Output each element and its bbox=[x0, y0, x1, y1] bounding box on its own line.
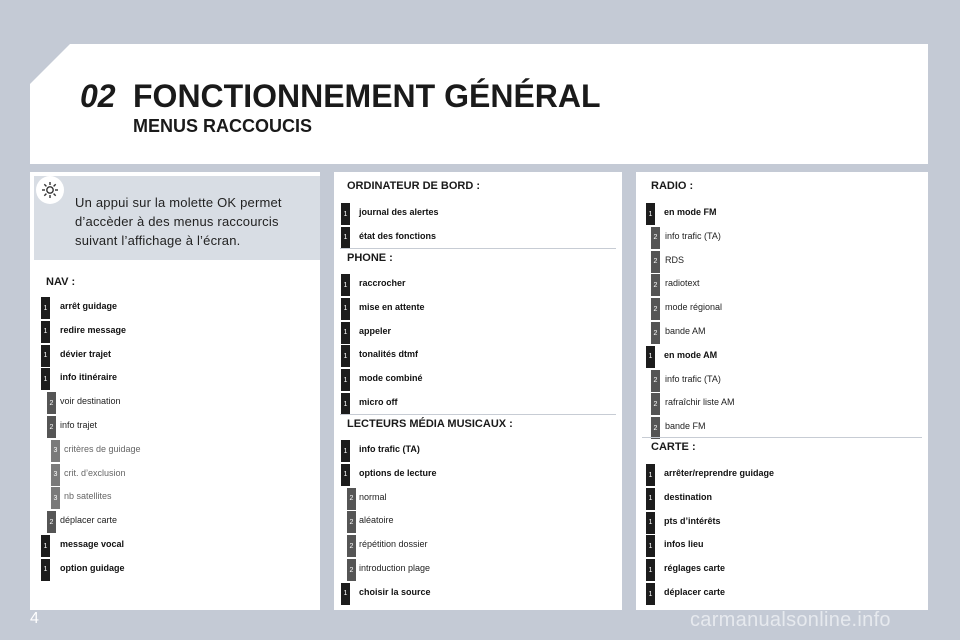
level-badge: 1 bbox=[341, 345, 350, 367]
item-label: en mode FM bbox=[664, 207, 717, 217]
item-label: arrêt guidage bbox=[60, 301, 118, 311]
level-badge: 1 bbox=[646, 346, 655, 368]
level-badge: 2 bbox=[651, 417, 660, 439]
list-item bbox=[41, 440, 301, 464]
list-item bbox=[41, 297, 301, 321]
item-label: déplacer carte bbox=[60, 515, 118, 526]
list-item bbox=[646, 512, 906, 536]
list-item bbox=[341, 535, 601, 559]
item-label: journal des alertes bbox=[359, 207, 439, 217]
level-badge: 1 bbox=[646, 488, 655, 510]
level-badge: 1 bbox=[646, 203, 655, 225]
page-number: 4 bbox=[30, 610, 39, 627]
list-item bbox=[41, 345, 301, 369]
list-item bbox=[41, 321, 301, 345]
list-item bbox=[41, 368, 301, 392]
item-label: redire message bbox=[60, 324, 127, 335]
item-label: info trafic (TA) bbox=[665, 373, 721, 384]
section-title-phone: PHONE : bbox=[347, 252, 393, 264]
item-label: info itinéraire bbox=[60, 372, 118, 383]
level-badge: 1 bbox=[341, 322, 350, 344]
level-badge: 1 bbox=[41, 368, 50, 390]
list-item bbox=[646, 203, 906, 227]
list-item bbox=[341, 440, 601, 464]
list-item bbox=[646, 227, 906, 251]
item-label: bande AM bbox=[665, 326, 706, 336]
level-badge: 1 bbox=[341, 203, 350, 225]
item-label: critères de guidage bbox=[64, 443, 141, 454]
level-badge: 1 bbox=[341, 227, 350, 249]
item-label: info trajet bbox=[60, 420, 98, 430]
list-item bbox=[646, 583, 906, 607]
item-label: info trafic (TA) bbox=[359, 444, 420, 454]
level-badge: 3 bbox=[51, 440, 60, 462]
item-label: radiotext bbox=[665, 278, 700, 289]
level-badge: 1 bbox=[341, 369, 350, 391]
level-badge: 1 bbox=[341, 440, 350, 462]
level-badge: 1 bbox=[646, 559, 655, 581]
level-badge: 2 bbox=[651, 274, 660, 296]
item-label: appeler bbox=[359, 325, 392, 336]
list-item bbox=[41, 416, 301, 440]
list-item bbox=[41, 535, 301, 559]
item-label: mise en attente bbox=[359, 301, 425, 312]
item-label: destination bbox=[664, 491, 713, 502]
list-item bbox=[341, 511, 601, 535]
list-item bbox=[646, 298, 906, 322]
item-label: nb satellites bbox=[64, 491, 112, 502]
level-badge: 2 bbox=[47, 511, 56, 533]
level-badge: 1 bbox=[41, 535, 50, 557]
section-title-nav: NAV : bbox=[46, 276, 76, 288]
watermark: carmanualsonline.info bbox=[690, 609, 891, 631]
list-item bbox=[341, 369, 601, 393]
divider bbox=[340, 414, 616, 415]
level-badge: 2 bbox=[347, 511, 356, 533]
section-title-radio: RADIO : bbox=[651, 180, 694, 192]
chapter-subtitle: MENUS RACCOUCIS bbox=[133, 116, 313, 136]
list-item bbox=[341, 559, 601, 583]
item-label: bande FM bbox=[665, 421, 706, 432]
level-badge: 1 bbox=[41, 559, 50, 581]
level-badge: 2 bbox=[347, 559, 356, 581]
level-badge: 1 bbox=[341, 583, 350, 605]
item-label: choisir la source bbox=[359, 586, 431, 597]
item-label: arrêter/reprendre guidage bbox=[664, 468, 775, 478]
list-item bbox=[341, 274, 601, 298]
list-item bbox=[41, 464, 301, 488]
section-title-carte: CARTE : bbox=[651, 441, 696, 453]
level-badge: 2 bbox=[651, 322, 660, 344]
level-badge: 1 bbox=[646, 535, 655, 557]
level-badge: 1 bbox=[646, 464, 655, 486]
item-label: crit. d’exclusion bbox=[64, 467, 126, 478]
item-label: option guidage bbox=[60, 562, 125, 573]
level-badge: 2 bbox=[651, 393, 660, 415]
list-item bbox=[646, 322, 906, 346]
list-item bbox=[341, 203, 601, 227]
list-item bbox=[341, 322, 601, 346]
item-label: en mode AM bbox=[664, 349, 718, 360]
item-label: raccrocher bbox=[359, 278, 406, 288]
item-label: répétition dossier bbox=[359, 539, 428, 550]
list-item bbox=[41, 559, 301, 583]
level-badge: 1 bbox=[646, 512, 655, 534]
item-label: pts d’intérêts bbox=[664, 515, 721, 526]
chapter-number: 02 bbox=[80, 78, 116, 114]
item-label: état des fonctions bbox=[359, 230, 437, 241]
level-badge: 1 bbox=[41, 321, 50, 343]
divider bbox=[642, 437, 922, 438]
list-item bbox=[646, 559, 906, 583]
list-item bbox=[646, 464, 906, 488]
list-item bbox=[646, 346, 906, 370]
level-badge: 1 bbox=[341, 393, 350, 415]
level-badge: 1 bbox=[41, 297, 50, 319]
level-badge: 2 bbox=[47, 416, 56, 438]
item-label: réglages carte bbox=[664, 563, 726, 574]
item-label: micro off bbox=[359, 397, 398, 407]
item-label: infos lieu bbox=[664, 539, 704, 550]
level-badge: 2 bbox=[47, 392, 56, 414]
level-badge: 1 bbox=[341, 298, 350, 320]
list-item bbox=[341, 488, 601, 512]
list-item bbox=[341, 583, 601, 607]
section-title-ordinateur: ORDINATEUR DE BORD : bbox=[347, 180, 481, 192]
list-item bbox=[341, 345, 601, 369]
item-label: introduction plage bbox=[359, 563, 431, 573]
level-badge: 2 bbox=[347, 488, 356, 510]
level-badge: 1 bbox=[341, 274, 350, 296]
level-badge: 2 bbox=[651, 370, 660, 392]
list-item bbox=[41, 487, 301, 511]
item-label: rafraîchir liste AM bbox=[665, 397, 735, 408]
level-badge: 2 bbox=[651, 251, 660, 273]
chapter-title: FONCTIONNEMENT GÉNÉRAL bbox=[133, 78, 601, 114]
item-label: dévier trajet bbox=[60, 348, 112, 359]
list-item bbox=[646, 393, 906, 417]
item-label: RDS bbox=[665, 254, 685, 265]
intro-text: Un appui sur la molette OK permet d’accèder à des menus raccourcis suivant l’affichage à l’écran. bbox=[75, 195, 282, 248]
list-item bbox=[341, 464, 601, 488]
list-item bbox=[41, 392, 301, 416]
item-label: normal bbox=[359, 491, 387, 502]
gear-icon bbox=[36, 176, 64, 204]
item-label: message vocal bbox=[60, 539, 125, 549]
item-label: options de lecture bbox=[359, 467, 437, 478]
item-label: déplacer carte bbox=[664, 587, 726, 597]
list-item bbox=[646, 488, 906, 512]
level-badge: 2 bbox=[651, 227, 660, 249]
level-badge: 1 bbox=[341, 464, 350, 486]
item-label: voir destination bbox=[60, 396, 121, 407]
list-item bbox=[646, 274, 906, 298]
list-item bbox=[646, 251, 906, 275]
item-label: info trafic (TA) bbox=[665, 230, 721, 241]
level-badge: 3 bbox=[51, 487, 60, 509]
divider bbox=[340, 248, 616, 249]
item-label: mode régional bbox=[665, 302, 723, 313]
list-item bbox=[41, 511, 301, 535]
level-badge: 2 bbox=[347, 535, 356, 557]
section-title-lecteurs: LECTEURS MÉDIA MUSICAUX : bbox=[347, 418, 513, 430]
level-badge: 2 bbox=[651, 298, 660, 320]
level-badge: 3 bbox=[51, 464, 60, 486]
list-item bbox=[646, 370, 906, 394]
item-label: aléatoire bbox=[359, 515, 394, 526]
list-item bbox=[341, 298, 601, 322]
level-badge: 1 bbox=[646, 583, 655, 605]
level-badge: 1 bbox=[41, 345, 50, 367]
item-label: mode combiné bbox=[359, 373, 423, 384]
item-label: tonalités dtmf bbox=[359, 349, 419, 360]
list-item bbox=[646, 535, 906, 559]
